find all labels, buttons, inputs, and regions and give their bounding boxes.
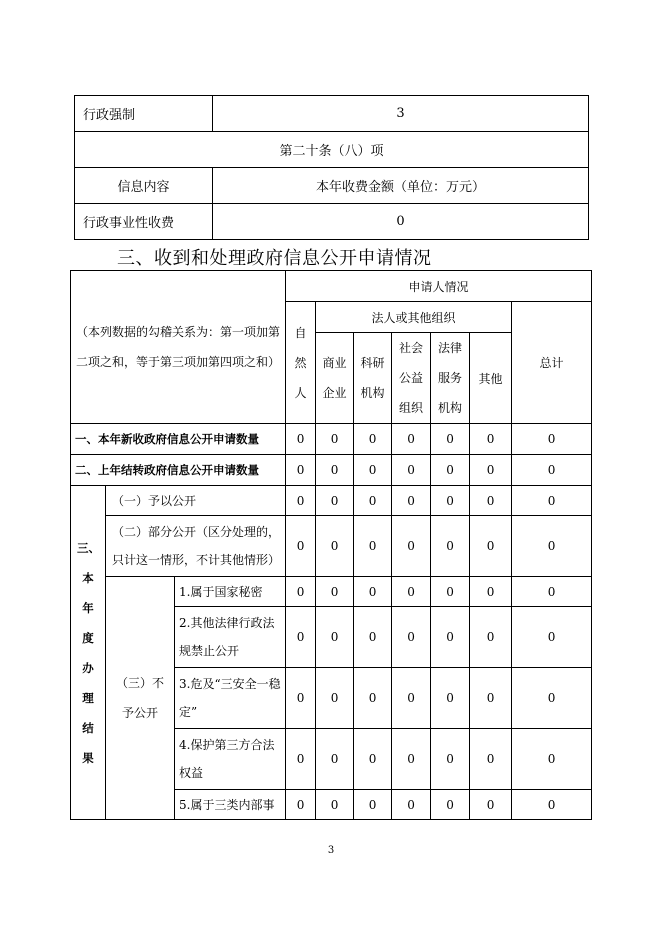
row-label-third-party: 4.保护第三方合法权益 <box>175 729 286 790</box>
cell-value: 0 <box>316 455 354 486</box>
info-table <box>74 95 589 240</box>
cell-value: 0 <box>470 668 512 729</box>
cell-value: 0 <box>354 607 392 668</box>
cell-value: 0 <box>512 516 592 577</box>
header-research: 科研机构 <box>354 333 392 424</box>
cell-value: 0 <box>286 424 316 455</box>
cell-value: 0 <box>392 790 431 820</box>
cell-value: 0 <box>512 577 592 607</box>
cell-value: 0 <box>354 729 392 790</box>
cell-value: 0 <box>316 790 354 820</box>
header-natural-person: 自然人 <box>286 302 316 424</box>
cell-value: 0 <box>354 577 392 607</box>
cell-value: 0 <box>354 790 392 820</box>
cell-value: 0 <box>392 729 431 790</box>
label-info-content: 信息内容 <box>75 168 213 204</box>
row-label-internal: 5.属于三类内部事 <box>175 790 286 820</box>
cell-value: 0 <box>354 516 392 577</box>
cell-value: 0 <box>470 607 512 668</box>
value-admin-fees: 0 <box>213 204 589 240</box>
cell-value: 0 <box>286 668 316 729</box>
cell-value: 0 <box>470 577 512 607</box>
cell-value: 0 <box>431 486 470 516</box>
cell-value: 0 <box>316 424 354 455</box>
row-label-partial: （二）部分公开（区分处理的，只计这一情形，不计其他情形） <box>106 516 286 577</box>
label-administrative-enforcement: 行政强制 <box>75 96 213 132</box>
header-total: 总计 <box>512 302 592 424</box>
cell-value: 0 <box>316 607 354 668</box>
cell-value: 0 <box>392 668 431 729</box>
page-number: 3 <box>327 845 335 856</box>
cell-value: 0 <box>470 455 512 486</box>
header-social: 社会公益组织 <box>392 333 431 424</box>
row-label-state-secret: 1.属于国家秘密 <box>175 577 286 607</box>
cell-value: 0 <box>286 729 316 790</box>
cell-value: 0 <box>431 577 470 607</box>
value-administrative-enforcement: 3 <box>213 96 589 132</box>
cell-value: 0 <box>431 729 470 790</box>
cell-value: 0 <box>512 668 592 729</box>
cell-value: 0 <box>512 729 592 790</box>
cell-value: 0 <box>512 486 592 516</box>
cell-value: 0 <box>316 577 354 607</box>
cell-value: 0 <box>286 486 316 516</box>
section3-label: 三、本年度办理结果 <box>71 486 106 820</box>
cell-value: 0 <box>392 455 431 486</box>
cell-value: 0 <box>470 486 512 516</box>
cell-value: 0 <box>512 607 592 668</box>
label-admin-fees: 行政事业性收费 <box>75 204 213 240</box>
header-legal-service: 法律服务机构 <box>431 333 470 424</box>
cell-value: 0 <box>316 516 354 577</box>
cell-value: 0 <box>431 424 470 455</box>
cell-value: 0 <box>354 668 392 729</box>
row-label-three-safety: 3.危及“三安全一稳定” <box>175 668 286 729</box>
cell-value: 0 <box>431 516 470 577</box>
row-label-other-law: 2.其他法律行政法规禁止公开 <box>175 607 286 668</box>
cell-value: 0 <box>354 486 392 516</box>
cell-value: 0 <box>286 516 316 577</box>
cell-value: 0 <box>392 486 431 516</box>
cell-value: 0 <box>286 577 316 607</box>
header-other: 其他 <box>470 333 512 424</box>
cell-value: 0 <box>470 424 512 455</box>
cell-value: 0 <box>316 668 354 729</box>
cell-value: 0 <box>316 729 354 790</box>
cell-value: 0 <box>286 790 316 820</box>
cell-value: 0 <box>470 516 512 577</box>
cell-value: 0 <box>512 455 592 486</box>
cell-value: 0 <box>512 790 592 820</box>
cell-value: 0 <box>392 577 431 607</box>
cell-value: 0 <box>354 424 392 455</box>
cell-value: 0 <box>431 607 470 668</box>
cell-value: 0 <box>392 424 431 455</box>
note-cell: （本列数据的勾稽关系为：第一项加第二项之和，等于第三项加第四项之和） <box>71 271 286 424</box>
row-label-carry: 二、上年结转政府信息公开申请数量 <box>71 455 286 486</box>
cell-value: 0 <box>470 729 512 790</box>
cell-value: 0 <box>392 607 431 668</box>
cell-value: 0 <box>286 607 316 668</box>
cell-value: 0 <box>286 455 316 486</box>
applications-table <box>70 270 592 820</box>
header-commercial: 商业企业 <box>316 333 354 424</box>
applicant-header: 申请人情况 <box>286 271 592 302</box>
value-info-content: 本年收费金额（单位：万元） <box>213 168 589 204</box>
cell-value: 0 <box>316 486 354 516</box>
cell-value: 0 <box>431 455 470 486</box>
cell-value: 0 <box>470 790 512 820</box>
not-open-label: （三）不予公开 <box>106 577 175 820</box>
article-reference: 第二十条（八）项 <box>75 132 589 168</box>
header-legal-org: 法人或其他组织 <box>316 302 512 333</box>
cell-value: 0 <box>512 424 592 455</box>
row-label-new: 一、本年新收政府信息公开申请数量 <box>71 424 286 455</box>
row-label-open: （一）予以公开 <box>106 486 286 516</box>
cell-value: 0 <box>431 790 470 820</box>
cell-value: 0 <box>354 455 392 486</box>
section-title: 三、收到和处理政府信息公开申请情况 <box>117 248 432 269</box>
cell-value: 0 <box>431 668 470 729</box>
cell-value: 0 <box>392 516 431 577</box>
